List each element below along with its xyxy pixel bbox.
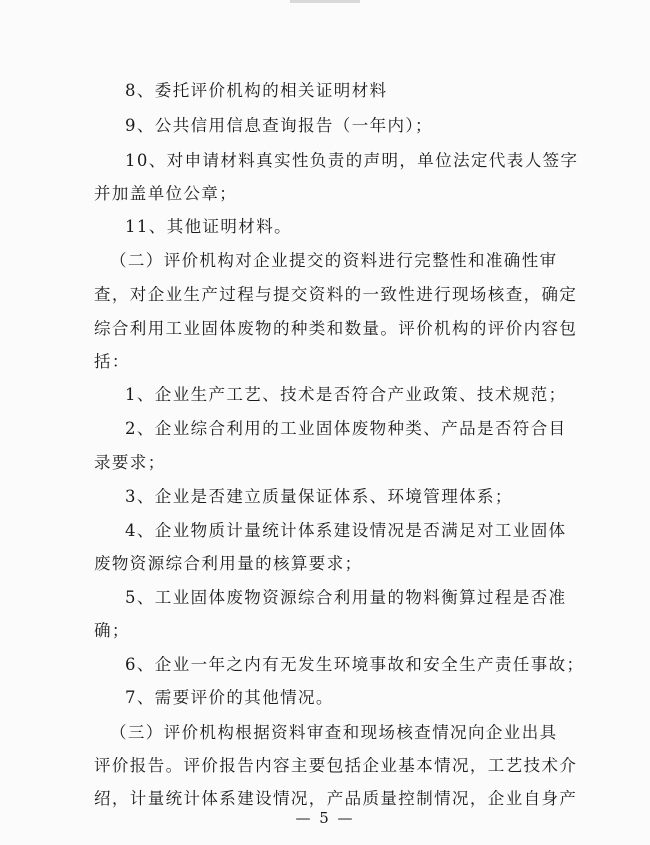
text-line: 9、公共信用信息查询报告（一年内）； <box>125 116 433 135</box>
text-line: 1、企业生产工艺、技术是否符合产业政策、技术规范； <box>125 385 567 404</box>
text-line: 绍，计量统计体系建设情况，产品质量控制情况，企业自身产 <box>94 789 578 808</box>
text-line: 10、对申请材料真实性负责的声明，单位法定代表人签字 <box>125 151 579 170</box>
page-number: — 5 — <box>295 809 355 827</box>
text-line: 11、其他证明材料。 <box>125 217 292 236</box>
text-line: （三）评价机构根据资料审查和现场核查情况向企业出具 <box>110 723 558 742</box>
text-line: 4、企业物质计量统计体系建设情况是否满足对工业固体 <box>125 521 567 540</box>
text-line: 综合利用工业固体废物的种类和数量。评价机构的评价内容包 <box>94 319 578 338</box>
text-line: 6、企业一年之内有无发生环境事故和安全生产责任事故； <box>125 655 585 674</box>
text-line: 3、企业是否建立质量保证体系、环境管理体系； <box>125 487 513 506</box>
text-line: 8、委托评价机构的相关证明材料 <box>125 81 388 100</box>
text-line: 评价报告。评价报告内容主要包括企业基本情况，工艺技术介 <box>94 756 578 775</box>
text-line: 确； <box>94 621 130 640</box>
text-line: 录要求； <box>94 453 166 472</box>
text-line: 并加盖单位公章； <box>94 184 238 203</box>
text-line: 查，对企业生产过程与提交资料的一致性进行现场核查，确定 <box>94 285 578 304</box>
text-line: 7、需要评价的其他情况。 <box>125 688 334 707</box>
text-line: 5、工业固体废物资源综合利用量的物料衡算过程是否准 <box>125 588 567 607</box>
scan-edge-mark <box>290 0 360 3</box>
text-line: 2、企业综合利用的工业固体废物种类、产品是否符合目 <box>125 419 567 438</box>
text-line: 括： <box>94 352 130 371</box>
text-line: （二）评价机构对企业提交的资料进行完整性和准确性审 <box>110 251 558 270</box>
text-line: 废物资源综合利用量的核算要求； <box>94 554 363 573</box>
